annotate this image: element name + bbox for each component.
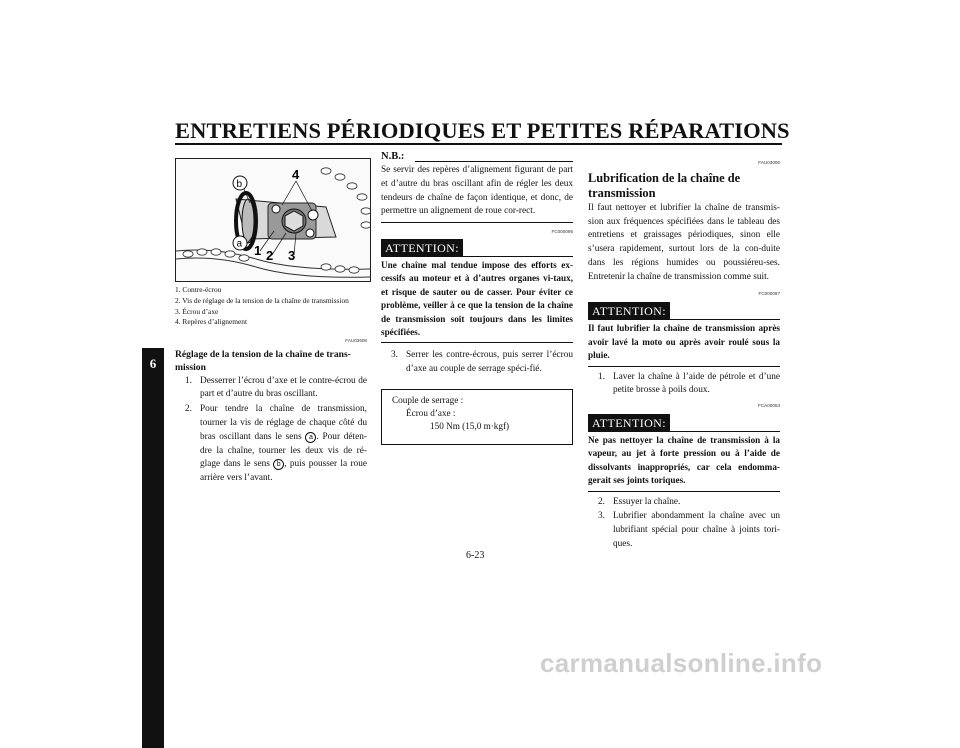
legend-item: 2. Vis de réglage de la tension de la chaîne de transmission [175,295,349,305]
list-item: 2. Pour tendre la chaîne de transmission, tourner la vis de réglage de chaque côté du bras oscillant dans le sens a . Pour déten-dre la chaîne, tourner les deux vis de ré-glage dans le sens b , puis pousser la roue arrière vers l’avant. [185,404,368,484]
direction-b-icon: b [273,459,284,470]
attention-code: FC000096 [551,229,573,235]
spec-title: Couple de serrage : [392,395,464,406]
attention-rule [670,319,780,320]
callout-a: a [236,238,243,250]
right-column [588,156,780,553]
callout-b: b [236,179,243,190]
attention-header [588,414,780,434]
chain-adjuster-figure [175,158,371,282]
list-item: 3. Serrer les contre-écrous, puis serrer l’écrou d’axe au couple de serrage spéci-fié. [391,350,573,375]
divider [381,342,573,343]
callout-3: 3 [288,248,296,263]
callout-2: 2 [266,248,274,263]
note-rule [415,161,573,162]
attention-header [588,302,780,322]
section-heading: Lubrification de la chaîne de transmission [588,170,741,200]
page-number: 6-23 [466,550,485,561]
attention-text: Ne pas nettoyer la chaîne de transmission à la vapeur, au jet à forte pression ou à l’aide de dissolvants inappropriés, car cela endomma-gerait ses joints toriques. [588,434,780,486]
attention-text: Une chaîne mal tendue impose des efforts ex-cessifs au moteur et à d’autres organes vi-taux, et risque de sauter ou de casser. Pour éviter ce problème, veiller à ce que la tension de la chaîne de transmission soit toujours dans les limites spécifiées. [381,259,573,338]
chain-adjuster-illustration [176,159,370,281]
attention-code: FCA00053 [758,403,780,409]
attention-label: ATTENTION: [588,414,670,432]
list-item: 1. Desserrer l’écrou d’axe et le contre-écrou de part et d’autre du bras oscillant. [185,375,367,400]
divider [588,491,780,492]
legend-item: 1. Contre-écrou [175,285,222,294]
list-item: 1. Laver la chaîne à l’aide de pétrole et d’une petite brosse à poils doux. [598,371,780,396]
attention-rule [670,431,780,432]
middle-column [381,150,573,445]
direction-a-icon: a [305,432,316,443]
callout-4: 4 [292,167,300,182]
spec-item: Écrou d’axe : [406,408,456,419]
divider [381,222,573,223]
watermark: carmanualsonline.info [540,648,823,678]
torque-spec-box [381,389,573,445]
header-rule [175,143,782,145]
spec-value: 150 Nm (15,0 m·kgf) [430,421,510,432]
legend-item: 4. Repères d’alignement [175,317,248,327]
left-column [175,334,367,487]
section-heading: Réglage de la tension de la chaîne de trans-mission [175,348,351,374]
note-text: Se servir des repères d’alignement figurant de part et d’autre du bras oscillant afin de régler les deux tendeurs de chaîne de façon identique, et donc, de permettre un alignement de roue cor-rect. [381,165,573,217]
section-code: FAU03006 [758,160,780,165]
page-title: ENTRETIENS PÉRIODIQUES ET PETITES RÉPARATIONS [175,118,790,143]
attention-label: ATTENTION: [588,302,670,320]
attention-rule [463,256,573,257]
figure-legend [175,285,375,328]
section-code: FAU03608 [345,338,367,343]
note-label: N.B.: [381,151,405,162]
chapter-number: 6 [149,356,157,371]
list-item: 3. Lubrifier abondamment la chaîne avec un lubrifiant spécial pour chaîne à joints tori-ques. [598,511,780,549]
attention-label: ATTENTION: [381,239,463,257]
note-header [381,150,573,164]
attention-header [381,239,573,259]
chapter-tab [142,348,164,748]
attention-text: Il faut lubrifier la chaîne de transmission après avoir lavé la moto ou après avoir roulé sous la pluie. [588,323,780,361]
callout-1: 1 [254,243,262,258]
intro-text: Il faut nettoyer et lubrifier la chaîne de transmis-sion aux fréquences spécifiées dans le tableau des entretiens et graissages périodiques, sinon elle s’usera rapidement, surtout lors de la con-duite dans les régions humides ou poussiéreu-ses. Entretenir la chaîne de transmission comme suit. [588,202,780,282]
attention-code: FC000097 [758,290,780,296]
divider [588,366,780,367]
list-item: 2. Essuyer la chaîne. [598,496,681,507]
legend-item: 3. Écrou d’axe [175,306,219,316]
